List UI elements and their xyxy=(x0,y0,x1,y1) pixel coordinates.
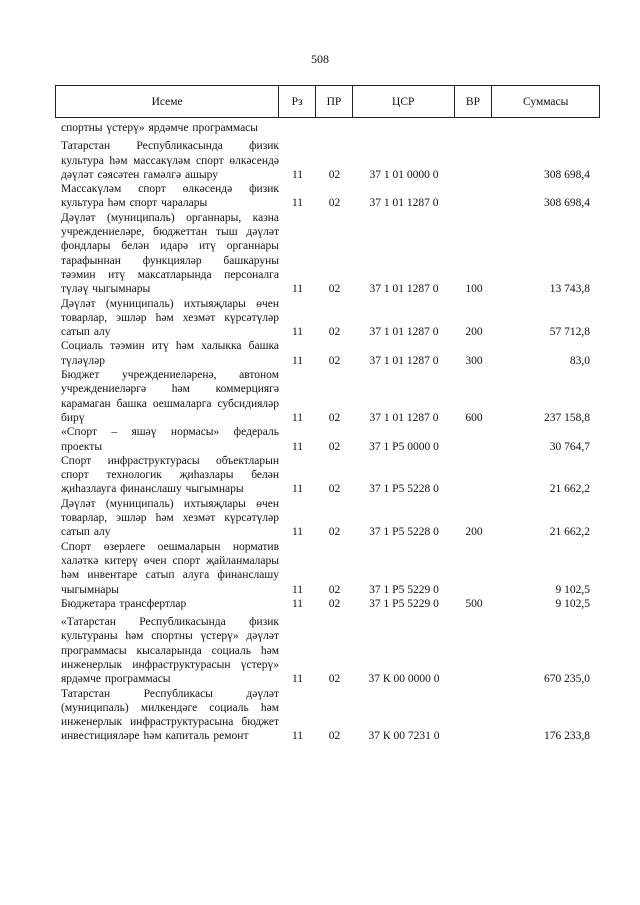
row-csr: 37 1 01 1287 0 xyxy=(369,326,439,339)
row-name: Массакүләм спорт өлкәсендә физик культура һәм спорт чаралары xyxy=(61,183,279,210)
header-sum: Суммасы xyxy=(522,95,569,108)
row-rz: 11 xyxy=(291,673,304,686)
row-name: «Спорт – яшәү нормасы» федераль проекты xyxy=(61,426,279,453)
row-name: Дәүләт (муниципаль) органнары, казна учреждениеләре, бюджеттан тыш дәүләт фондлары белән идарә итү органнары тарафыннан функцияләр башкаруны тәэмин итү максатларында персоналга түләү чыгымнары xyxy=(61,211,279,296)
table-row xyxy=(55,615,600,686)
row-csr: 37 1 01 1287 0 xyxy=(369,411,439,424)
row-sum: 176 233,8 xyxy=(544,730,590,743)
row-rz: 11 xyxy=(291,411,304,424)
row-pr: 02 xyxy=(328,730,341,743)
row-csr: 37 1 01 1287 0 xyxy=(369,283,439,296)
row-sum: 308 698,4 xyxy=(544,197,590,210)
row-name: спортны үстерү» ярдәмче программасы xyxy=(61,122,259,134)
row-sum: 57 712,8 xyxy=(549,326,590,339)
row-csr: 37 1 01 0000 0 xyxy=(369,168,439,181)
row-sum: 30 764,7 xyxy=(549,440,590,453)
row-pr: 02 xyxy=(328,168,341,181)
row-rz: 11 xyxy=(291,197,304,210)
row-name: Татарстан Республикасы дәүләт (муниципаль) милкендәге социаль һәм инженерлык инфраструктурасына бюджет инвестицияләре һәм капиталь ремонт xyxy=(61,687,279,743)
row-name: Спорт өзерлеге оешмаларын норматив халәткә китерү өчен спорт җайланмалары һәм инвентаре сатып алуга финанслашу чыгымнары xyxy=(61,540,279,596)
row-pr: 02 xyxy=(328,583,341,596)
table-body xyxy=(55,121,600,744)
row-csr: 37 1 01 1287 0 xyxy=(369,197,439,210)
row-sum: 308 698,4 xyxy=(544,168,590,181)
row-name: «Татарстан Республикасында физик культураны һәм спортны үстерү» дәүләт программасы кысаларында социаль һәм инженерлык инфраструктурасын үстерү» ярдәмче программасы xyxy=(61,616,279,686)
row-rz: 11 xyxy=(291,730,304,743)
row-vr: 200 xyxy=(465,326,483,339)
table-row xyxy=(55,597,600,611)
row-sum: 83,0 xyxy=(569,354,590,367)
table-row xyxy=(55,497,600,540)
row-name: Татарстан Республикасында физик культура һәм массакүләм спорт өлкәсендә дәүләт сәясәтен гамәлгә ашыру xyxy=(61,140,279,181)
row-pr: 02 xyxy=(328,283,341,296)
row-sum: 21 662,2 xyxy=(549,526,590,539)
row-vr: 500 xyxy=(465,597,483,610)
row-vr: 200 xyxy=(465,526,483,539)
row-name: Бюджетара трансфертлар xyxy=(61,597,187,610)
table-row xyxy=(55,687,600,744)
row-csr: 37 1 P5 0000 0 xyxy=(369,440,439,453)
row-pr: 02 xyxy=(328,526,341,539)
table-row xyxy=(55,368,600,425)
row-rz: 11 xyxy=(291,326,304,339)
row-name: Бюджет учреждениеләренә, автоном учреждениеләргә һәм коммерциягә карамаган башка оешмаларга субсидияләр бирү xyxy=(61,369,279,424)
row-sum: 21 662,2 xyxy=(549,483,590,496)
row-csr: 37 1 P5 5229 0 xyxy=(369,597,439,610)
row-rz: 11 xyxy=(291,354,304,367)
row-vr: 300 xyxy=(465,354,483,367)
table-row xyxy=(55,211,600,297)
table-row xyxy=(55,297,600,340)
table-row xyxy=(55,139,600,182)
row-name: Спорт инфраструктурасы объектларын спорт технологик җиһазлары белән җиһазлауга финанслашу чыгымнары xyxy=(61,454,279,496)
header-name: Исеме xyxy=(56,86,279,117)
row-pr: 02 xyxy=(328,483,341,496)
row-rz: 11 xyxy=(291,583,304,596)
row-name: Дәүләт (муниципаль) ихтыяҗлары өчен товарлар, эшләр һәм хезмәт күрсәтүләр сатып алу xyxy=(61,497,279,539)
row-name: Дәүләт (муниципаль) ихтыяҗлары өчен товарлар, эшләр һәм хезмәт күрсәтүләр сатып алу xyxy=(61,297,279,339)
row-sum: 237 158,8 xyxy=(544,411,590,424)
row-name: Социаль тәэмин итү һәм халыкка башка түләүләр xyxy=(61,340,279,367)
row-rz: 11 xyxy=(291,526,304,539)
row-rz: 11 xyxy=(291,168,304,181)
row-pr: 02 xyxy=(328,597,341,610)
header-pr: ПР xyxy=(316,86,353,117)
row-sum: 670 235,0 xyxy=(544,673,590,686)
row-csr: 37 1 P5 5229 0 xyxy=(369,583,439,596)
table-header xyxy=(55,85,600,118)
row-csr: 37 1 P5 5228 0 xyxy=(369,483,439,496)
header-vr: ВР xyxy=(455,86,493,117)
row-csr: 37 1 P5 5228 0 xyxy=(369,526,439,539)
row-csr: 37 К 00 0000 0 xyxy=(368,673,440,686)
row-csr: 37 К 00 7231 0 xyxy=(368,730,440,743)
table-row xyxy=(55,425,600,454)
row-sum: 13 743,8 xyxy=(549,283,590,296)
table-row xyxy=(55,182,600,211)
row-sum: 9 102,5 xyxy=(555,583,590,596)
row-vr: 600 xyxy=(465,411,483,424)
table-row xyxy=(55,454,600,497)
row-pr: 02 xyxy=(328,411,341,424)
row-pr: 02 xyxy=(328,673,341,686)
row-pr: 02 xyxy=(328,326,341,339)
table-row xyxy=(55,339,600,368)
table-row xyxy=(55,540,600,597)
row-pr: 02 xyxy=(328,354,341,367)
header-csr: ЦСР xyxy=(353,86,455,117)
header-rz: Рз xyxy=(279,86,316,117)
row-rz: 11 xyxy=(291,283,304,296)
page-number: 508 xyxy=(311,52,329,66)
row-rz: 11 xyxy=(291,597,304,610)
table-row xyxy=(55,121,600,135)
row-rz: 11 xyxy=(291,483,304,496)
row-rz: 11 xyxy=(291,440,304,453)
row-pr: 02 xyxy=(328,440,341,453)
row-sum: 9 102,5 xyxy=(555,597,590,610)
row-vr: 100 xyxy=(465,283,483,296)
row-pr: 02 xyxy=(328,197,341,210)
row-csr: 37 1 01 1287 0 xyxy=(369,354,439,367)
